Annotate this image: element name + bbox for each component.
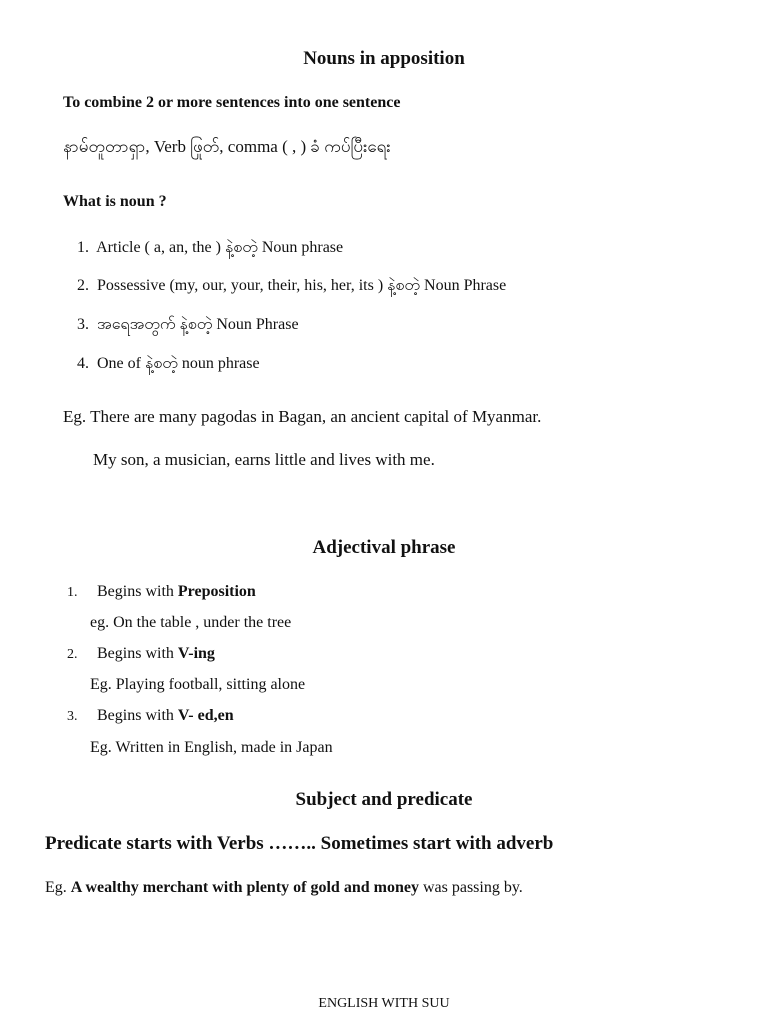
example-subject: A wealthy merchant with plenty of gold and money	[70, 879, 419, 896]
list-item-prefix: Begins with	[97, 583, 178, 600]
adjectival-list-item	[67, 707, 234, 725]
nouns-subtitle: To combine 2 or more sentences into one sentence	[63, 94, 401, 111]
subject-example	[45, 879, 523, 897]
list-item-prefix: Begins with	[97, 645, 178, 662]
noun-question: What is noun ?	[63, 193, 167, 210]
predicate-rule: Predicate starts with Verbs …….. Sometimes start with adverb	[45, 833, 554, 854]
list-number: 1.	[77, 239, 89, 256]
adjectival-list-item	[67, 583, 256, 601]
list-item-prefix: Begins with	[97, 707, 178, 724]
section-title-subject: Subject and predicate	[295, 789, 473, 810]
list-item-text: Possessive (my, our, your, their, his, her, its ) နဲ့စတဲ့ Noun Phrase	[97, 277, 507, 294]
list-number: 3.	[77, 316, 89, 333]
nouns-example-1: Eg. There are many pagodas in Bagan, an ancient capital of Myanmar.	[63, 407, 542, 426]
page-footer: ENGLISH WITH SUU	[318, 996, 450, 1011]
example-prefix: Eg.	[45, 879, 71, 896]
list-number: 1.	[67, 585, 78, 600]
adjectival-list-item	[67, 645, 215, 663]
adjectival-example: Eg. Playing football, sitting alone	[90, 676, 306, 693]
noun-list-item	[63, 274, 506, 298]
nouns-rule: နာမ်တူတာရှာ, Verb ဖြုတ်, comma ( , ) ခံ ကပ်ပြီးရေး	[63, 137, 391, 156]
list-item-keyword: V-ing	[177, 645, 215, 662]
noun-list-item	[63, 352, 260, 376]
list-item-text: Article ( a, an, the ) နဲ့စတဲ့ Noun phrase	[96, 239, 344, 256]
list-number: 2.	[67, 647, 78, 662]
list-item-keyword: V- ed,en	[177, 707, 234, 724]
example-predicate: was passing by.	[418, 879, 523, 896]
list-number: 4.	[77, 355, 89, 372]
nouns-example-2: My son, a musician, earns little and lives with me.	[93, 450, 435, 469]
list-item-text: အရေအတွက် နဲ့စတဲ့ Noun Phrase	[97, 316, 299, 333]
noun-list-item	[63, 236, 343, 260]
noun-list-item	[63, 313, 299, 337]
section-title-adjectival: Adjectival phrase	[312, 537, 456, 558]
list-item-keyword: Preposition	[177, 583, 256, 600]
list-number: 2.	[77, 277, 89, 294]
adjectival-example: eg. On the table , under the tree	[90, 614, 292, 631]
list-item-text: One of နဲ့စတဲ့ noun phrase	[97, 355, 260, 372]
list-number: 3.	[67, 709, 78, 724]
section-title-nouns: Nouns in apposition	[303, 48, 465, 69]
adjectival-example: Eg. Written in English, made in Japan	[90, 739, 333, 756]
